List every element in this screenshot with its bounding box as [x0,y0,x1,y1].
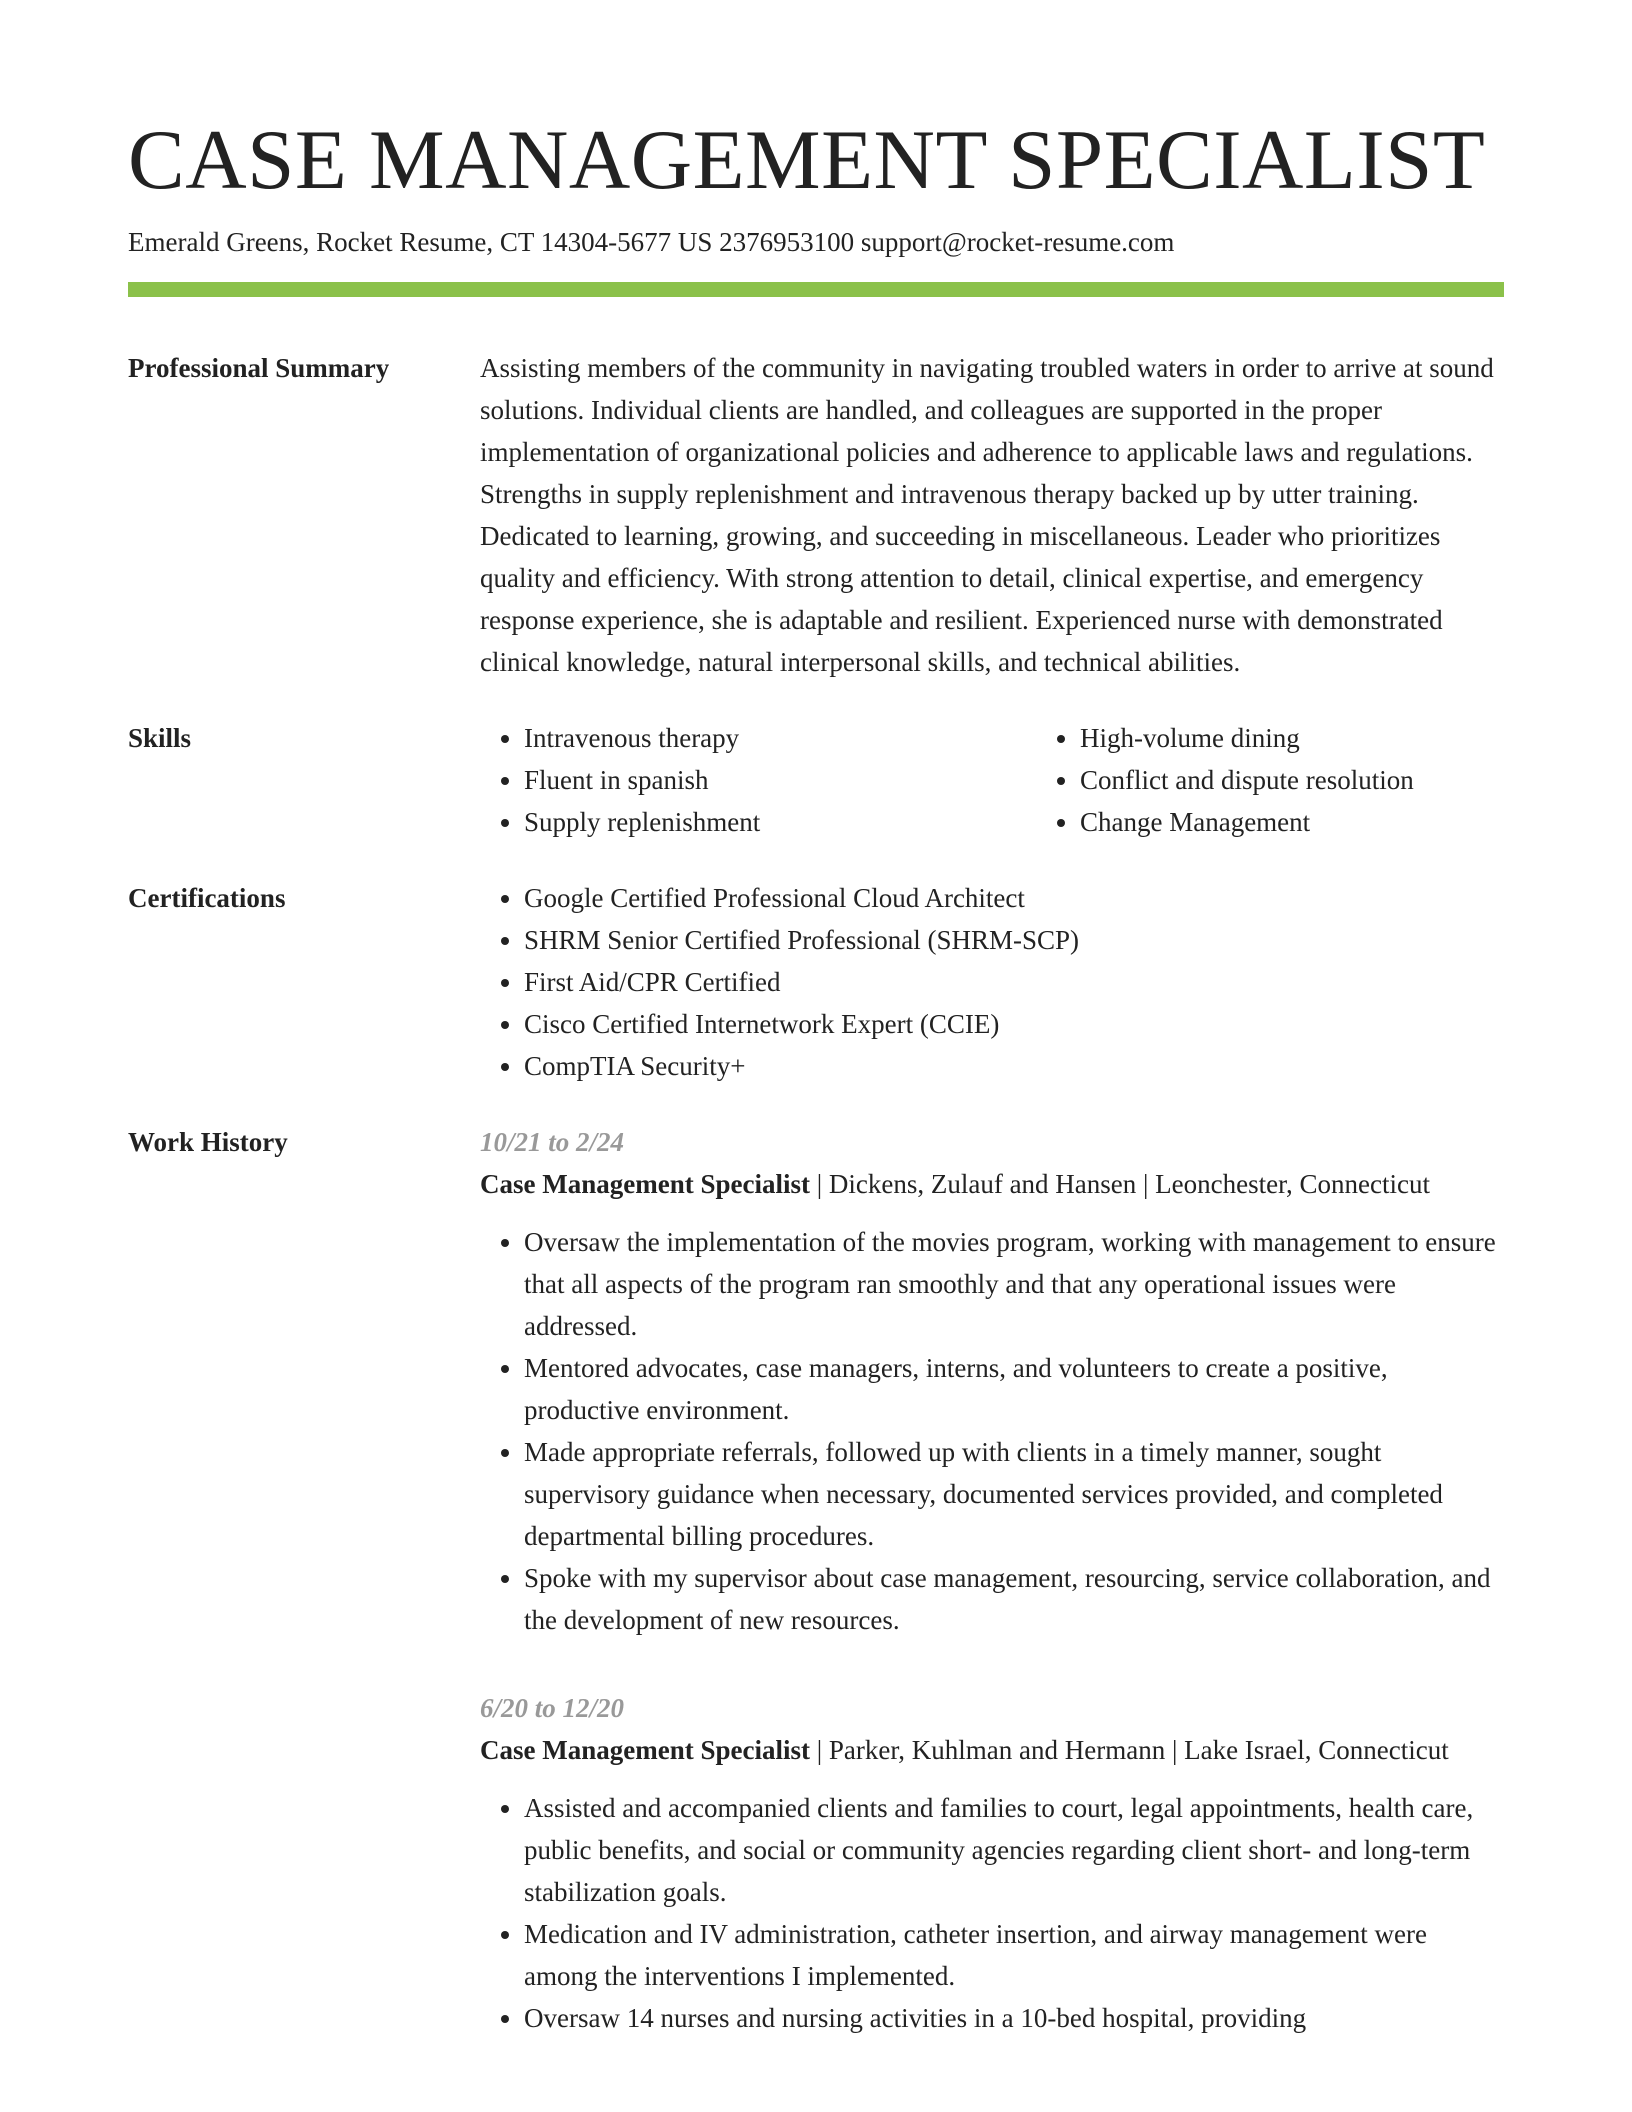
section-label-summary: Professional Summary [128,353,390,384]
job-bullet: • Oversaw the implementation of the movies program, working with management to ensure that all aspects of the program ran smoothly and that any operational issues were addressed. [524,1221,1504,1347]
accent-divider [128,282,1504,297]
job-title: Case Management Specialist [480,1169,810,1200]
skills-body [480,717,1504,843]
certifications-body [480,877,1504,1087]
job-bullet: • Spoke with my supervisor about case management, resourcing, service collaboration, and the development of new resources. [524,1557,1504,1641]
skill-item: • Intravenous therapy [524,717,1036,759]
section-skills [128,717,1504,843]
job-dates: 6/20 to 12/20 [480,1693,625,1724]
job-details: | Parker, Kuhlman and Hermann | Lake Israel, Connecticut [809,1735,1449,1766]
job-bullet: • Oversaw 14 nurses and nursing activities in a 10-bed hospital, providing [524,1997,1504,2039]
certification-item: • Google Certified Professional Cloud Architect [524,877,1504,919]
skill-item: • High-volume dining [1080,717,1592,759]
section-work-history [128,1121,1504,2071]
job-details: | Dickens, Zulauf and Hansen | Leonchester, Connecticut [809,1169,1430,1200]
certification-item: • First Aid/CPR Certified [524,961,1504,1003]
summary-text: Assisting members of the community in navigating troubled waters in order to arrive at sound solutions. Individual clients are handled, and colleagues are supported in the proper implementation of organizational policies and adherence to applicable laws and regulations. Strengths in supply replenishment and intravenous therapy backed up by utter training. Dedicated to learning, growing, and succeeding in miscellaneous. Leader who prioritizes quality and efficiency. With strong attention to detail, clinical expertise, and emergency response experience, she is adaptable and resilient. Experienced nurse with demonstrated clinical knowledge, natural interpersonal skills, and technical abilities. [480,353,1494,678]
skill-item: • Change Management [1080,801,1592,843]
summary-body [480,347,1504,683]
skill-item: • Conflict and dispute resolution [1080,759,1592,801]
contact-info: Emerald Greens, Rocket Resume, CT 14304-5677 US 2376953100 support@rocket-resume.com [128,227,1175,257]
job-bullets [480,1221,1504,1641]
job-bullet: • Medication and IV administration, catheter insertion, and airway management were among the interventions I implemented. [524,1913,1504,1997]
certification-item: • Cisco Certified Internetwork Expert (CCIE) [524,1003,1504,1045]
job-bullet: • Mentored advocates, case managers, interns, and volunteers to create a positive, productive environment. [524,1347,1504,1431]
certifications-list [480,877,1504,1087]
certification-item: • CompTIA Security+ [524,1045,1504,1087]
job-entry [480,1121,1504,1641]
job-title: Case Management Specialist [480,1735,810,1766]
work-body [480,1121,1504,2071]
skill-item: • Fluent in spanish [524,759,1036,801]
job-heading [480,1163,1504,1205]
skill-item: • Supply replenishment [524,801,1036,843]
resume-name: CASE MANAGEMENT SPECIALIST [128,113,1486,207]
job-dates: 10/21 to 2/24 [480,1127,625,1158]
section-label-certifications: Certifications [128,883,286,914]
skills-column-2 [1036,717,1592,843]
job-entry [480,1687,1504,2039]
job-bullet: • Made appropriate referrals, followed up with clients in a timely manner, sought supervisory guidance when necessary, documented services provided, and completed departmental billing procedures. [524,1431,1504,1557]
certification-item: • SHRM Senior Certified Professional (SHRM-SCP) [524,919,1504,961]
skills-column-1 [480,717,1036,843]
job-bullets [480,1787,1504,2039]
section-label-skills: Skills [128,723,192,754]
job-heading [480,1729,1504,1771]
section-professional-summary [128,347,1504,683]
section-label-work: Work History [128,1127,288,1158]
section-certifications [128,877,1504,1087]
job-bullet: • Assisted and accompanied clients and families to court, legal appointments, health care, public benefits, and social or community agencies regarding client short- and long-term stabilization goals. [524,1787,1504,1913]
